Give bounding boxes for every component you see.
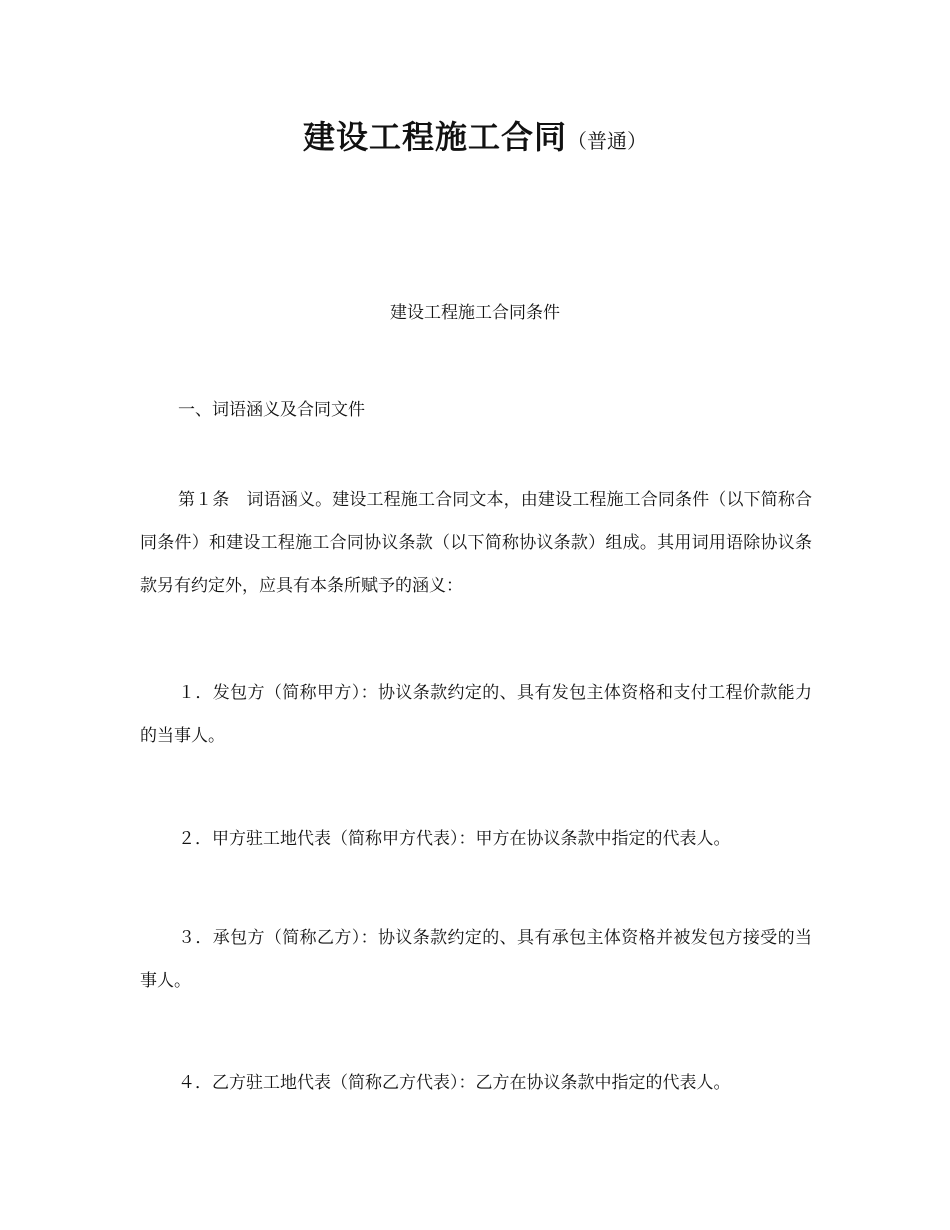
paragraph-item-4: ４．乙方驻工地代表（简称乙方代表）：乙方在协议条款中指定的代表人。 (178, 1073, 731, 1093)
paragraph-item-3: ３．承包方（简称乙方）：协议条款约定的、具有承包主体资格并被发包方接受的当事人。 (140, 928, 812, 991)
paragraph-article-1: 第１条 词语涵义。建设工程施工合同文本，由建设工程施工合同条件（以下简称合同条件）和建设工程施工合同协议条款（以下简称协议条款）组成。其用词用语除协议条款另有约定外，应具有本条所赋予的涵义： (140, 490, 812, 596)
document-subtitle: 建设工程施工合同条件 (390, 303, 560, 323)
title-main: 建设工程施工合同 (302, 118, 567, 156)
section-heading: 一、词语涵义及合同文件 (178, 400, 365, 420)
document-title (0, 112, 950, 158)
paragraph-item-1: １．发包方（简称甲方）：协议条款约定的、具有发包主体资格和支付工程价款能力的当事人。 (140, 683, 812, 746)
title-sub: （普通） (567, 129, 647, 153)
paragraph-item-2: ２．甲方驻工地代表（简称甲方代表）：甲方在协议条款中指定的代表人。 (178, 829, 731, 849)
